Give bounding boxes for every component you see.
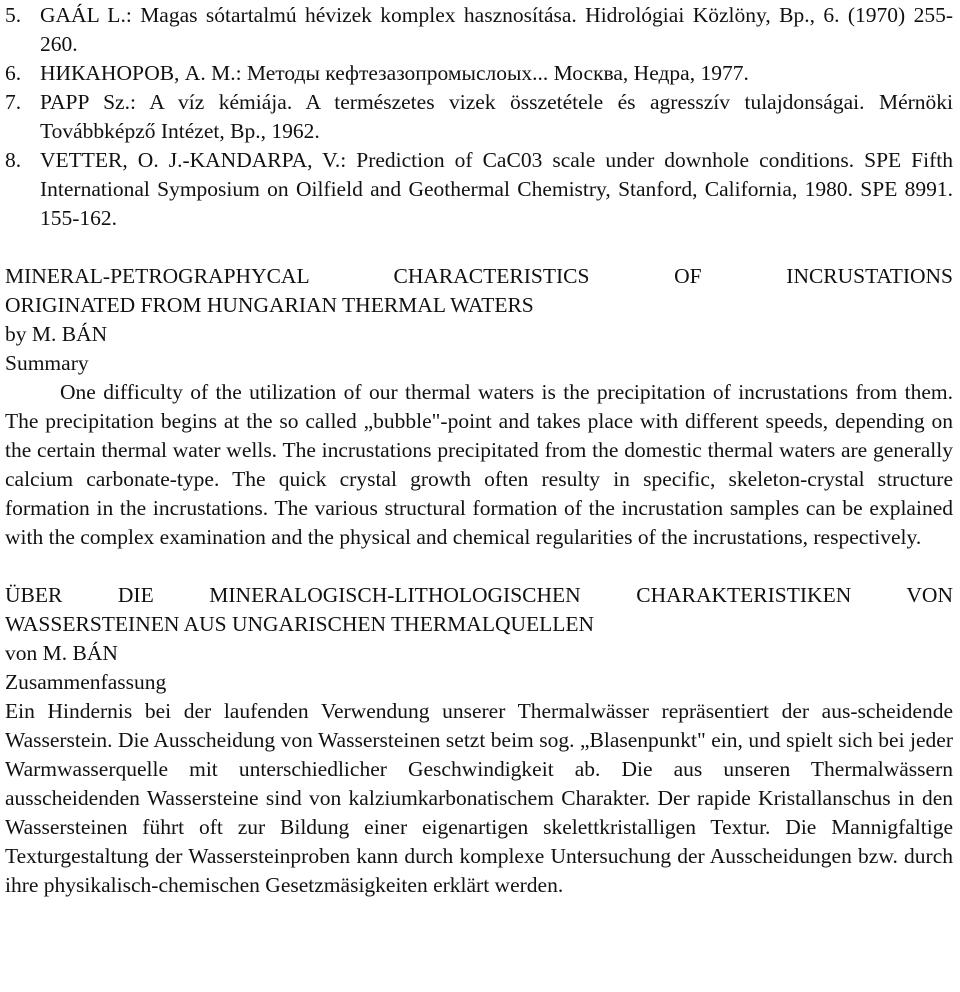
english-author: by M. BÁN bbox=[5, 322, 108, 346]
english-title-line-1: MINERAL-PETROGRAPHYCAL CHARACTERISTICS OF INCRUSTATIONS bbox=[5, 264, 953, 288]
english-summary-body: One difficulty of the utilization of our thermal waters is the precipitation of incrustations from them. The precipitation begins at the so called „bubble"-point and takes place with different speeds, depending on the certain thermal water wells. The incrustations precipitated from the domestic thermal waters are generally calcium carbonate-type. The quick crystal growth often resulty in specific, skeleton-crystal structure formation in the incrustations. The various structural formation of the incrustation samples can be explained with the complex examination and the physical and chemical regularities of the incrustations, respectively. bbox=[5, 380, 953, 549]
reference-item bbox=[5, 146, 953, 233]
reference-text: GAÁL L.: Magas sótartalmú hévizek komplex hasznosítása. Hidrológiai Közlöny, Bp., 6. (1970) 255-260. bbox=[40, 3, 953, 56]
english-summary-section bbox=[5, 262, 953, 552]
reference-item bbox=[5, 59, 953, 88]
english-title-line-2: ORIGINATED FROM HUNGARIAN THERMAL WATERS bbox=[5, 293, 534, 317]
german-summary-body: Ein Hindernis bei der laufenden Verwendung unserer Thermalwässer repräsentiert der aus-scheidende Wasserstein. Die Ausscheidung von Wassersteinen setzt beim sog. „Blasenpunkt" ein, und spielt sich bei jeder Warmwasserquelle mit unterschiedlicher Geschwindigkeit ab. Die aus unseren Thermalwässern ausscheidenden Wassersteine sind von kalziumkarbonatischem Charakter. Der rapide Kristallanschus in den Wassersteinen führt oft zur Bildung einer eigenartigen skelettkristalligen Textur. Die Mannigfaltige Texturgestaltung der Wassersteinproben kann durch komplexe Untersuchung der Ausscheidungen bzw. durch ihre physikalisch-chemischen Gesetzmäsigkeiten erklärt werden. bbox=[5, 699, 953, 897]
reference-list bbox=[5, 1, 953, 233]
reference-text: НИКАНОРОВ, А. М.: Методы кефтезазопромыслоых... Москва, Недра, 1977. bbox=[40, 61, 749, 85]
document-page bbox=[5, 0, 953, 900]
reference-number: 6. bbox=[5, 61, 22, 85]
spacer bbox=[5, 552, 953, 581]
reference-number: 8. bbox=[5, 148, 22, 172]
german-author: von M. BÁN bbox=[5, 641, 118, 665]
english-summary-label: Summary bbox=[5, 351, 89, 375]
spacer bbox=[5, 233, 953, 262]
reference-number: 7. bbox=[5, 90, 22, 114]
reference-number: 5. bbox=[5, 3, 22, 27]
german-summary-label: Zusammenfassung bbox=[5, 670, 167, 694]
german-title-line-1: ÜBER DIE MINERALOGISCH-LITHOLOGISCHEN CHARAKTERISTIKEN VON bbox=[5, 583, 953, 607]
reference-item bbox=[5, 88, 953, 146]
german-summary-section bbox=[5, 581, 953, 900]
reference-text: PAPP Sz.: A víz kémiája. A természetes vizek összetétele és agresszív tulajdonságai. Mérnöki Továbbképző Intézet, Bp., 1962. bbox=[40, 90, 953, 143]
reference-item bbox=[5, 1, 953, 59]
reference-text: VETTER, O. J.-KANDARPA, V.: Prediction of CaC03 scale under downhole conditions. SPE Fifth International Symposium on Oilfield and Geothermal Chemistry, Stanford, California, 1980. SPE 8991. 155-162. bbox=[40, 148, 953, 230]
german-title-line-2: WASSERSTEINEN AUS UNGARISCHEN THERMALQUELLEN bbox=[5, 612, 595, 636]
